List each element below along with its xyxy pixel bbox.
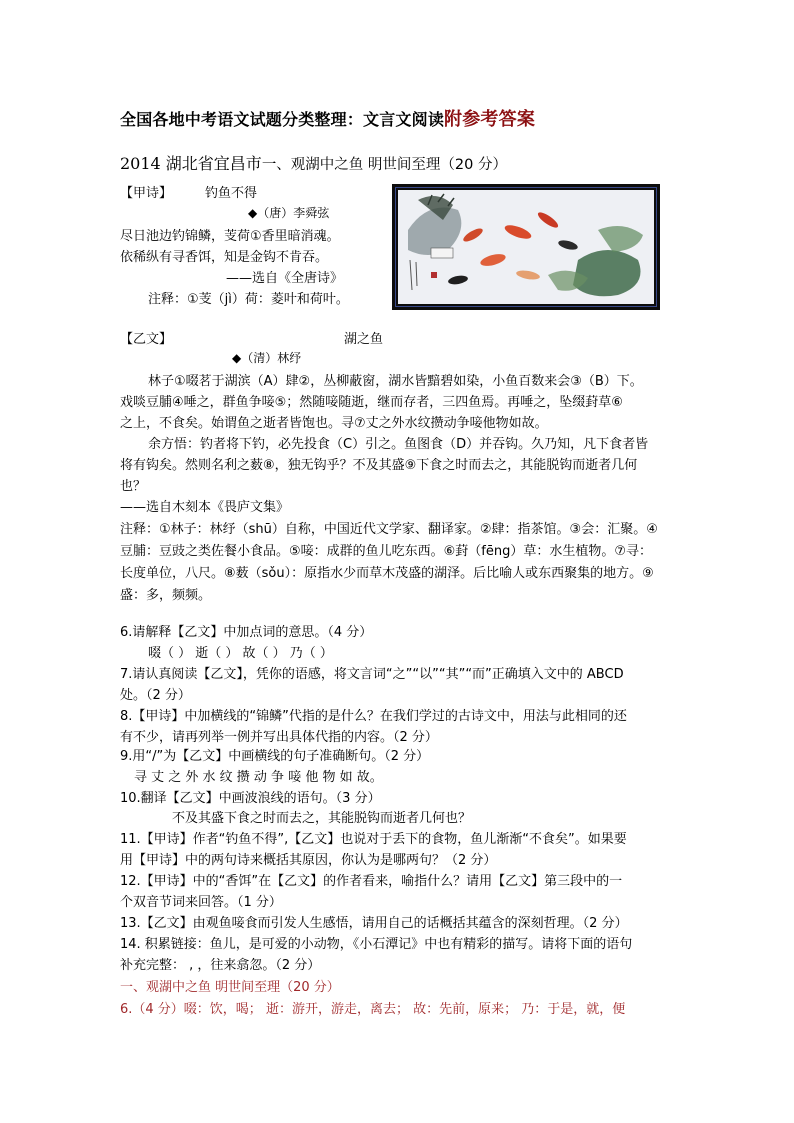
poem-line: 尽日池边钓锦鳞，芰荷①香里暗消魂。 [120, 229, 340, 244]
prose-paragraph-line: 戏啖豆脯④唾之，群鱼争唼⑤；然随唼随逝，继而存者，三四鱼焉。再唾之，坠缀葑草⑥ [120, 395, 623, 410]
prose-note-line: 长度单位，八尺。⑧薮（sǒu）：原指水少而草木茂盛的湖泽。后比喻人或东西聚集的地方。⑨ [120, 566, 654, 581]
prose-paragraph-line: 将有钩矣。然则名利之薮⑧，独无钩乎？不及其盛⑨下食之时而去之，其能脱钩而逝者几何 [120, 458, 638, 473]
prose-source: ——选自木刻本《畏庐文集》 [120, 500, 290, 515]
prose-paragraph-line: 之上，不食矣。始谓鱼之逝者皆饱也。寻⑦丈之外水纹攒动争唼他物如故。 [120, 416, 548, 431]
section-prefix: 2014 湖北省宜昌市 [120, 154, 262, 173]
question-line: 6.请解释【乙文】中加点词的意思。（4 分） [120, 625, 373, 640]
question-blanks: 啜（ ） 逝（ ） 故（ ） 乃（ ） [148, 646, 333, 661]
prose-paragraph-line: 林子①啜茗于湖滨（A）肆②，丛柳蔽窗，湖水皆黯碧如染，小鱼百数来会③（B）下。 [148, 374, 643, 389]
question-line: 7.请认真阅读【乙文】，凭你的语感，将文言词“之”“以”“其”“而”正确填入文中的 ABCD [120, 667, 624, 682]
answer-heading: 一、观湖中之鱼 明世间至理（20 分） [120, 980, 340, 995]
prose-title: 湖之鱼 [344, 332, 384, 347]
question-line: 有不少，请再列举一例并写出具体代指的内容。（2 分） [120, 730, 438, 745]
answer-line: 6.（4 分）啜：饮，喝； 逝：游开，游走，离去； 故：先前，原来； 乃：于是，就，便 [120, 1002, 626, 1017]
question-line: 12.【甲诗】中的“香饵”在【乙文】的作者看来，喻指什么？请用【乙文】第三段中的一 [120, 874, 623, 889]
question-line: 9.用“/”为【乙文】中画横线的句子准确断句。（2 分） [120, 749, 430, 764]
title-main: 全国各地中考语文试题分类整理 [120, 110, 347, 129]
question-line: 用【甲诗】中的两句诗来概括其原因，你认为是哪两句？（2 分） [120, 853, 497, 868]
document-title [120, 105, 535, 131]
question-line: 10.翻译【乙文】中画波浪线的语句。（3 分） [120, 791, 381, 806]
prose-author: ◆（清）林纾 [232, 351, 302, 365]
poem-line: 依稀纵有寻香饵，知是金钩不肯吞。 [120, 250, 329, 265]
question-line: 11.【甲诗】作者“钓鱼不得”,【乙文】也说对于丢下的食物，鱼儿渐渐“不食矣”。如果要 [120, 832, 627, 847]
prose-note-line: 盛：多，频频。 [120, 588, 212, 603]
question-line: 个双音节词来回答。（1 分） [120, 895, 282, 910]
poem-author: ◆（唐）李舜弦 [248, 206, 330, 220]
question-line: 13.【乙文】由观鱼唼食而引发人生感悟，请用自己的话概括其蕴含的深刻哲理。（2 分） [120, 916, 628, 931]
prose-tag: 【乙文】 [120, 332, 173, 347]
prose-note-line: 豆脯：豆豉之类佐餐小食品。⑤唼：成群的鱼儿吃东西。⑥葑（fēng）草：水生植物。⑦寻： [120, 544, 653, 559]
poem-title: 钓鱼不得 [205, 186, 258, 201]
title-separator: ： [346, 110, 364, 129]
question-sentence: 不及其盛下食之时而去之，其能脱钩而逝者几何也？ [172, 811, 472, 826]
question-line: 14. 积累链接：鱼儿，是可爱的小动物，《小石潭记》中也有精彩的描写。请将下面的语句 [120, 937, 633, 952]
poem-note: 注释：①芰（jì）荷：菱叶和荷叶。 [148, 292, 349, 307]
question-line: 处。（2 分） [120, 688, 191, 703]
question-sentence: 寻 丈 之 外 水 纹 攒 动 争 唼 他 物 如 故。 [134, 770, 383, 785]
question-line: 补充完整： , ，往来翕忽。（2 分） [120, 958, 321, 973]
title-topic: 文言文阅读 [363, 110, 445, 129]
section-heading-text: 一、观湖中之鱼 明世间至理（20 分） [261, 157, 507, 173]
prose-paragraph-line: 余方悟：钓者将下钓，必先投食（C）引之。鱼图食（D）并吞钩。久乃知，凡下食者皆 [148, 437, 649, 452]
question-line: 8.【甲诗】中加横线的“锦鳞”代指的是什么？在我们学过的古诗文中，用法与此相同的还 [120, 709, 627, 724]
section-heading [120, 151, 507, 174]
poem-tag: 【甲诗】 [120, 186, 173, 201]
koi-painting [392, 184, 660, 310]
prose-note-line: 注释：①林子：林纾（shū）自称，中国近代文学家、翻译家。②肆：指茶馆。③会：汇聚。④ [120, 522, 658, 537]
poem-source: ——选自《全唐诗》 [226, 271, 344, 286]
prose-paragraph-line: 也？ [120, 479, 147, 494]
title-suffix: 附参考答案 [444, 109, 536, 130]
